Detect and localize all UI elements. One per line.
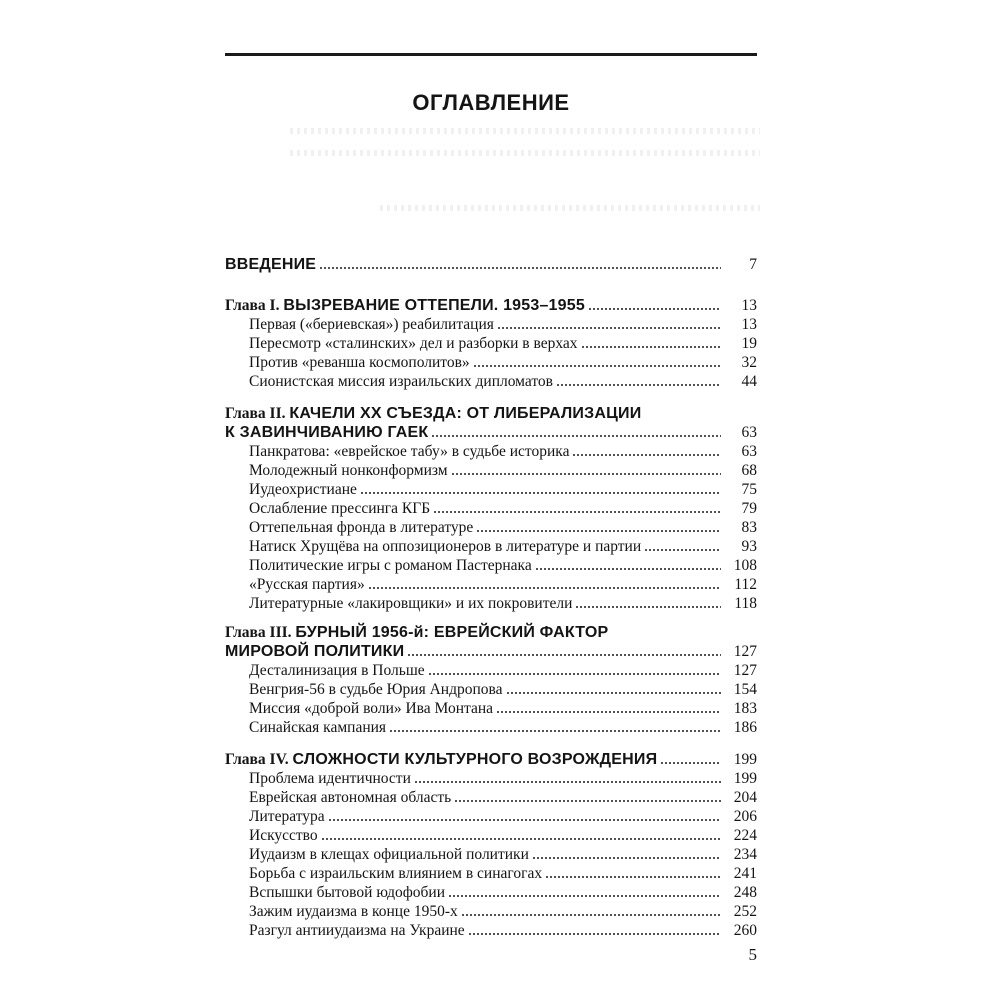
section-title: Зажим иудаизма в конце 1950-х <box>249 903 458 920</box>
toc-section[interactable] <box>225 335 757 353</box>
section-title: Литературные «лакировщики» и их покровители <box>249 595 573 612</box>
leader-dots <box>545 875 721 879</box>
leader-dots <box>496 710 721 714</box>
page-ref: 186 <box>733 719 757 736</box>
leader-dots <box>497 326 721 330</box>
page-ref: 93 <box>741 538 757 555</box>
section-title: Натиск Хрущёва на оппозиционеров в литературе и партии <box>249 538 642 555</box>
toc-section[interactable] <box>225 808 757 826</box>
chapter-title: БУРНЫЙ 1956-й: ЕВРЕЙСКИЙ ФАКТОР <box>295 624 609 641</box>
toc-intro[interactable] <box>225 256 757 274</box>
toc-section[interactable] <box>225 576 757 594</box>
page-ref: 75 <box>741 481 757 498</box>
leader-dots <box>532 856 721 860</box>
leader-dots <box>461 913 721 917</box>
leader-dots <box>328 818 721 822</box>
section-title: Иудаизм в клещах официальной политики <box>249 846 529 863</box>
page-ref: 19 <box>741 335 757 352</box>
toc-section[interactable] <box>225 354 757 372</box>
page-ref: 260 <box>733 922 757 939</box>
page-ref: 79 <box>741 500 757 517</box>
toc-section[interactable] <box>225 500 757 518</box>
chapter-prefix: Глава IV. <box>225 751 289 768</box>
leader-dots <box>414 780 721 784</box>
section-title: Пересмотр «сталинских» дел и разборки в верхах <box>249 335 578 352</box>
toc-section[interactable] <box>225 481 757 499</box>
section-title: Десталинизация в Польше <box>249 662 425 679</box>
toc-section[interactable] <box>225 922 757 940</box>
page-ref: 199 <box>733 751 757 768</box>
leader-dots <box>644 548 721 552</box>
page-ref: 206 <box>733 808 757 825</box>
section-title: Венгрия-56 в судьбе Юрия Андропова <box>249 681 503 698</box>
top-rule <box>225 53 757 56</box>
section-title: Ослабление прессинга КГБ <box>249 500 431 517</box>
leader-dots <box>535 567 721 571</box>
section-title: Синайская кампания <box>249 719 387 736</box>
leader-dots <box>468 932 721 936</box>
chapter-prefix: Глава I. <box>225 297 280 314</box>
toc-chapter-1[interactable] <box>225 297 757 315</box>
leader-dots <box>428 672 721 676</box>
toc-section[interactable] <box>225 719 757 737</box>
page-ref: 83 <box>741 519 757 536</box>
leader-dots <box>407 653 721 657</box>
toc-chapter-2[interactable] <box>225 424 757 442</box>
page-ref: 241 <box>733 865 757 882</box>
page-number: 5 <box>748 945 757 964</box>
toc-section[interactable] <box>225 846 757 864</box>
toc-section[interactable] <box>225 557 757 575</box>
page-ref: 127 <box>733 643 757 660</box>
leader-dots <box>476 529 721 533</box>
section-title: «Русская партия» <box>249 576 365 593</box>
leader-dots <box>556 383 721 387</box>
show-through-text <box>290 150 760 156</box>
toc-chapter-3[interactable] <box>225 643 757 661</box>
leader-dots <box>451 472 721 476</box>
show-through-text <box>380 205 760 211</box>
toc-chapter-2-heading[interactable] <box>225 405 757 423</box>
toc-section[interactable] <box>225 884 757 902</box>
toc-section[interactable] <box>225 789 757 807</box>
toc-chapter-4[interactable] <box>225 751 757 769</box>
section-title: Еврейская автономная область <box>249 789 452 806</box>
toc-section[interactable] <box>225 595 757 613</box>
section-title: Оттепельная фронда в литературе <box>249 519 474 536</box>
page-ref: 32 <box>741 354 757 371</box>
toc-chapter-3-heading[interactable] <box>225 624 757 642</box>
leader-dots <box>389 729 721 733</box>
leader-dots <box>588 307 721 311</box>
section-title: Панкратова: «еврейское табу» в судьбе историка <box>249 443 570 460</box>
leader-dots <box>448 894 721 898</box>
chapter-prefix: Глава II. <box>225 405 286 422</box>
section-title: Сионистская миссия израильских дипломатов <box>249 373 553 390</box>
leader-dots <box>360 491 721 495</box>
toc-section[interactable] <box>225 443 757 461</box>
page-ref: 68 <box>741 462 757 479</box>
page-ref: 63 <box>741 424 757 441</box>
toc-section[interactable] <box>225 462 757 480</box>
page-ref: 199 <box>733 770 757 787</box>
leader-dots <box>433 510 721 514</box>
leader-dots <box>660 761 721 765</box>
leader-dots <box>581 345 721 349</box>
section-title: Политические игры с романом Пастернака <box>249 557 532 574</box>
page-ref: 13 <box>741 316 757 333</box>
toc-section[interactable] <box>225 700 757 718</box>
leader-dots <box>575 605 721 609</box>
toc-section[interactable] <box>225 865 757 883</box>
section-title: Искусство <box>249 827 318 844</box>
toc-section[interactable] <box>225 770 757 788</box>
chapter-title: СЛОЖНОСТИ КУЛЬТУРНОГО ВОЗРОЖДЕНИЯ <box>292 751 658 768</box>
section-title: Проблема идентичности <box>249 770 411 787</box>
page-ref: 248 <box>733 884 757 901</box>
section-title: Миссия «доброй воли» Ива Монтана <box>249 700 494 717</box>
chapter-title-cont: К ЗАВИНЧИВАНИЮ ГАЕК <box>225 424 429 441</box>
page-ref: 204 <box>733 789 757 806</box>
page-ref: 224 <box>733 827 757 844</box>
section-title: Иудеохристиане <box>249 481 357 498</box>
toc-section[interactable] <box>225 903 757 921</box>
section-title: Молодежный нонконформизм <box>249 462 448 479</box>
leader-dots <box>368 586 721 590</box>
intro-label: ВВЕДЕНИЕ <box>225 256 317 273</box>
page-ref: 127 <box>733 662 757 679</box>
page-ref: 118 <box>734 595 757 612</box>
show-through-text <box>290 128 760 134</box>
leader-dots <box>454 799 721 803</box>
toc-section[interactable] <box>225 662 757 680</box>
page-ref: 7 <box>749 256 757 273</box>
toc-title: ОГЛАВЛЕНИЕ <box>412 90 570 115</box>
toc-section[interactable] <box>225 519 757 537</box>
page-ref: 112 <box>734 576 757 593</box>
leader-dots <box>506 691 721 695</box>
toc-section[interactable] <box>225 681 757 699</box>
chapter-title: КАЧЕЛИ XX СЪЕЗДА: ОТ ЛИБЕРАЛИЗАЦИИ <box>289 405 642 422</box>
page-ref: 13 <box>741 297 757 314</box>
section-title: Борьба с израильским влиянием в синагогах <box>249 865 543 882</box>
section-title: Разгул антииудаизма на Украине <box>249 922 465 939</box>
page-ref: 234 <box>733 846 757 863</box>
leader-dots <box>321 837 721 841</box>
page-ref: 63 <box>741 443 757 460</box>
page-ref: 154 <box>733 681 757 698</box>
toc-section[interactable] <box>225 316 757 334</box>
page-ref: 183 <box>733 700 757 717</box>
page-ref: 252 <box>733 903 757 920</box>
leader-dots <box>473 364 721 368</box>
toc-section[interactable] <box>225 373 757 391</box>
chapter-title-cont: МИРОВОЙ ПОЛИТИКИ <box>225 643 405 660</box>
page-ref: 108 <box>733 557 757 574</box>
chapter-prefix: Глава III. <box>225 624 292 641</box>
toc-section[interactable] <box>225 827 757 845</box>
section-title: Вспышки бытовой юдофобии <box>249 884 446 901</box>
section-title: Первая («бериевская») реабилитация <box>249 316 494 333</box>
section-title: Против «реванша космополитов» <box>249 354 470 371</box>
leader-dots <box>431 434 721 438</box>
leader-dots <box>572 453 721 457</box>
section-title: Литература <box>249 808 325 825</box>
page-ref: 44 <box>741 373 757 390</box>
toc-section[interactable] <box>225 538 757 556</box>
leader-dots <box>319 266 721 270</box>
chapter-title: ВЫЗРЕВАНИЕ ОТТЕПЕЛИ. 1953–1955 <box>283 297 585 314</box>
